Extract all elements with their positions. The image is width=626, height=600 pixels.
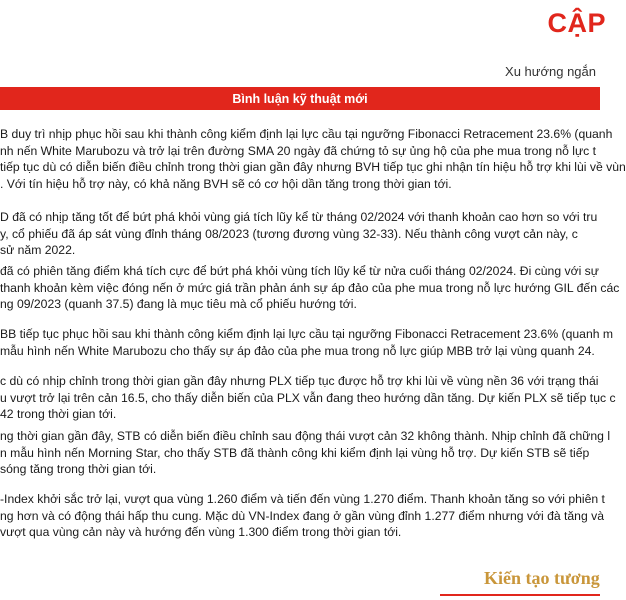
paragraph-line: ng thời gian gần đây, STB có diễn biến điều chỉnh sau động thái vượt cản 32 không thành. Nhịp chỉnh đã chững l bbox=[0, 429, 611, 443]
paragraph-line: u vượt trở lại trên cản 16.5, cho thấy diễn biến của PLX vẫn đang theo hướng dần tăng. Dự kiến PLX sẽ tiếp tục c bbox=[0, 390, 616, 405]
commentary-paragraph-vnindex bbox=[0, 491, 620, 541]
section-title: Bình luận kỹ thuật mới bbox=[232, 91, 368, 106]
paragraph-line: -Index khởi sắc trở lại, vượt qua vùng 1.260 điểm và tiến đến vùng 1.270 điểm. Thanh khoản tăng so với phiên t bbox=[0, 492, 605, 506]
paragraph-line: sóng tăng trong thời gian tới. bbox=[0, 462, 157, 476]
paragraph-line: ng hơn và có động thái hấp thu cung. Mặc dù VN-Index đang ở gần vùng đỉnh 1.277 điểm nhưng với đà tăng và bbox=[0, 508, 605, 523]
paragraph-line: B duy trì nhịp phục hồi sau khi thành công kiểm định lại lực cầu tại ngưỡng Fibonacci Retracement 23.6% (quanh bbox=[0, 127, 613, 141]
commentary-paragraph-gil bbox=[0, 263, 620, 313]
brand-logo-text: CẬP bbox=[547, 8, 606, 38]
paragraph-line: thanh khoản kèm việc đóng nến ở mức giá trần phản ánh sự áp đảo của phe mua trong nỗ lực hướng GIL đến các bbox=[0, 280, 620, 295]
paragraph-line: sử năm 2022. bbox=[0, 243, 76, 257]
paragraph-line: 42 trong thời gian tới. bbox=[0, 407, 117, 421]
header-tagline: Xu hướng ngắn bbox=[505, 64, 596, 79]
commentary-paragraph-bvh bbox=[0, 126, 626, 192]
commentary-paragraph-stb bbox=[0, 428, 620, 478]
paragraph-line: mẫu hình nến White Marubozu cho thấy sự áp đảo của phe mua trong nỗ lực giúp MBB trở lại vùng quanh 24. bbox=[0, 343, 595, 358]
paragraph-line: c dù có nhịp chỉnh trong thời gian gần đây nhưng PLX tiếp tục được hỗ trợ khi lùi về vùng nền 36 với trạng thái bbox=[0, 374, 599, 388]
footer-slogan: Kiến tạo tương bbox=[484, 568, 600, 588]
commentary-paragraph-plx bbox=[0, 373, 620, 423]
paragraph-line: đã có phiên tăng điểm khá tích cực để bứt phá khỏi vùng tích lũy kể từ nửa cuối tháng 02/2024. Đi cùng với sự bbox=[0, 264, 599, 278]
section-title-bar bbox=[0, 87, 600, 110]
paragraph-line: D đã có nhịp tăng tốt để bứt phá khỏi vùng giá tích lũy kể từ tháng 02/2024 với thanh khoản cao hơn so với tru bbox=[0, 210, 598, 224]
paragraph-line: n mẫu hình nến Morning Star, cho thấy STB đã thành công khi kiểm định lại vùng hỗ trợ. Dự kiến STB sẽ tiếp bbox=[0, 445, 590, 460]
paragraph-line: tiếp tục dù có diễn biến điều chỉnh trong thời gian gần đây nhưng BVH tiếp tục ghi nhận tín hiệu hỗ trợ khi lùi về vùn bbox=[0, 160, 626, 174]
footer-divider bbox=[440, 594, 600, 596]
paragraph-line: BB tiếp tục phục hồi sau khi thành công kiểm định lại lực cầu tại ngưỡng Fibonacci Retracement 23.6% (quanh m bbox=[0, 327, 614, 341]
commentary-paragraph-2 bbox=[0, 209, 620, 259]
paragraph-line: ng 09/2023 (quanh 37.5) đang là mục tiêu mà cổ phiếu hướng tới. bbox=[0, 297, 357, 311]
paragraph-line: y, cổ phiếu đã áp sát vùng đỉnh tháng 08/2023 (tương đương vùng 32-33). Nếu thành công vượt cản này, c bbox=[0, 226, 578, 241]
commentary-paragraph-mbb bbox=[0, 326, 620, 359]
paragraph-line: vượt qua vùng cản này và hướng đến vùng 1.300 điểm trong thời gian tới. bbox=[0, 525, 402, 539]
paragraph-line: . Với tín hiệu hỗ trợ này, có khả năng BVH sẽ có cơ hội dần tăng trong thời gian tới. bbox=[0, 176, 452, 191]
paragraph-line: nh nến White Marubozu và trở lại trên đường SMA 20 ngày đã chứng tỏ sự ủng hộ của phe mua trong nỗ lực t bbox=[0, 143, 597, 158]
